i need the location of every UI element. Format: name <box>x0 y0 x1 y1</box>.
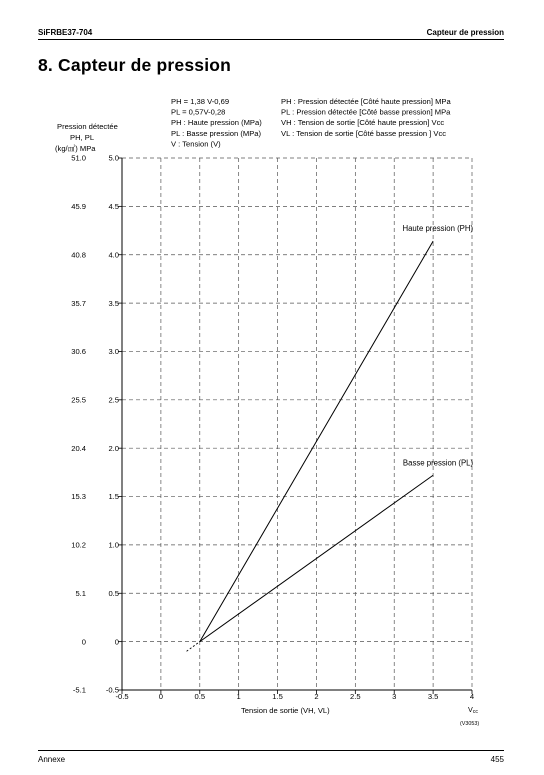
legend-formula: V : Tension (V) <box>171 139 221 149</box>
chart-grid <box>122 158 472 690</box>
y-tick-label-kg: 5.1 <box>75 588 86 598</box>
legend-definition: PL : Pression détectée [Côté basse pression] MPa <box>281 107 451 117</box>
series-label-high-pressure: Haute pression (PH) <box>402 224 474 234</box>
y-axis-label: Pression détectée <box>57 122 118 131</box>
y-tick-label-kg: 15.3 <box>71 492 86 502</box>
y-tick-label-kg: 0 <box>81 637 86 647</box>
y-tick-label-mpa: 5.0 <box>108 153 119 163</box>
x-axis-label: Tension de sortie (VH, VL) <box>241 706 330 715</box>
x-tick-label: 0.5 <box>194 692 206 701</box>
formula-legend <box>171 97 451 148</box>
y-tick-label-mpa: 2.5 <box>108 395 119 405</box>
x-axis-unit: Vcc <box>468 705 478 715</box>
y-tick-label-kg: 30.6 <box>71 347 86 357</box>
x-tick-label: 1 <box>236 692 241 701</box>
y-tick-label-kg: 10.2 <box>71 540 86 550</box>
figure-code: (V3053) <box>460 721 480 727</box>
legend-formula: PH : Haute pression (MPa) <box>171 118 262 128</box>
y-tick-label-kg: 40.8 <box>71 250 86 260</box>
y-tick-label-kg: 25.5 <box>71 395 86 405</box>
legend-definition: PH : Pression détectée [Côté haute pression] MPa <box>281 97 451 106</box>
y-tick-label-mpa: 1.0 <box>108 540 119 550</box>
y-tick-label-kg: 35.7 <box>71 298 86 308</box>
footer-section: Annexe <box>38 755 66 764</box>
page-title: 8. Capteur de pression <box>38 55 232 75</box>
y-tick-label-mpa: 0.5 <box>108 588 119 598</box>
legend-definition: VH : Tension de sortie [Côté haute pression] Vcc <box>281 118 445 128</box>
x-tick-label: 3.5 <box>427 692 439 701</box>
x-tick-label: 2 <box>314 692 319 701</box>
chart-series <box>187 241 434 651</box>
y-tick-label-mpa: 3.5 <box>108 298 119 308</box>
legend-formula: PL : Basse pression (MPa) <box>171 128 262 138</box>
y-tick-label-mpa: 3.0 <box>108 347 119 357</box>
legend-definition: VL : Tension de sortie [Côté basse pression ] Vcc <box>281 128 447 138</box>
y-tick-label-kg: 20.4 <box>71 443 86 453</box>
legend-formula: PH = 1,38 V-0,69 <box>171 97 230 106</box>
chart-labels <box>55 122 479 727</box>
y-tick-label-kg: 51.0 <box>71 153 86 163</box>
x-tick-label: 3 <box>392 692 397 701</box>
page-number: 455 <box>490 755 504 764</box>
section-running-title: Capteur de pression <box>426 28 504 37</box>
footer-rule <box>38 750 504 751</box>
legend-formula: PL = 0,57V-0,28 <box>171 107 226 117</box>
y-tick-label-mpa: 4.0 <box>108 250 119 260</box>
chart-axes <box>122 158 472 690</box>
series-extension-dashed <box>187 642 200 652</box>
tick-labels <box>71 154 474 701</box>
y-tick-label-mpa: -0.5 <box>105 685 119 695</box>
y-axis-label: (kg/㎠) MPa <box>55 144 96 153</box>
doc-code: SiFRBE37-704 <box>38 28 93 37</box>
x-tick-label: 1.5 <box>272 692 283 701</box>
x-tick-label: -0.5 <box>115 692 129 701</box>
x-tick-label: 4 <box>469 692 475 701</box>
y-tick-label-kg: 45.9 <box>71 202 86 212</box>
series-label-low-pressure: Basse pression (PL) <box>402 458 474 468</box>
y-axis-label: PH, PL <box>70 133 95 142</box>
x-tick-label: 2.5 <box>350 692 361 701</box>
y-tick-label-mpa: 1.5 <box>108 492 119 502</box>
x-tick-label: 0 <box>158 692 164 701</box>
y-tick-label-mpa: 2.0 <box>108 443 119 453</box>
y-tick-label-kg: -5.1 <box>72 685 86 695</box>
y-tick-label-mpa: 4.5 <box>108 202 119 212</box>
y-tick-label-mpa: 0 <box>114 637 119 647</box>
